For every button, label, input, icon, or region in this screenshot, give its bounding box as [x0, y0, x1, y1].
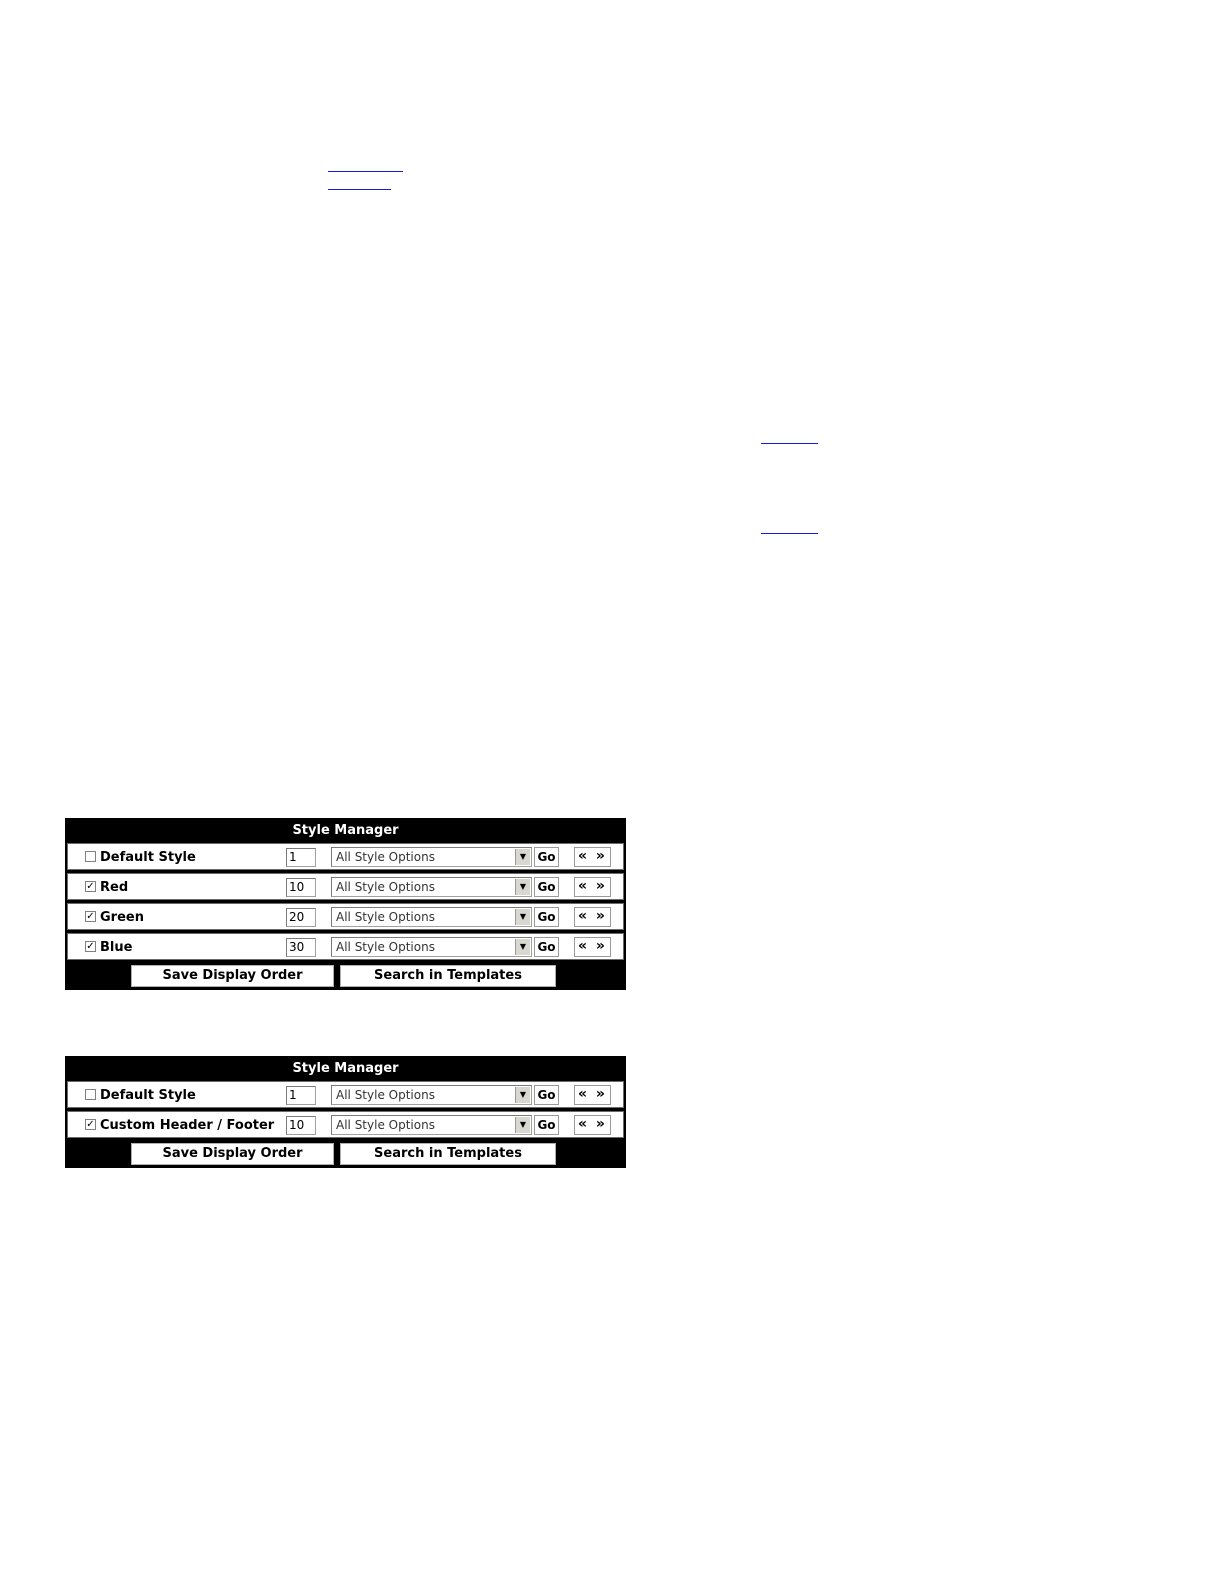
chevron-down-icon[interactable]: ▼ [515, 879, 530, 895]
display-order-input[interactable]: 10 [286, 878, 316, 897]
chevron-down-icon[interactable]: ▼ [515, 939, 530, 955]
move-button[interactable]: « » [574, 907, 611, 927]
style-name: Red [100, 880, 129, 895]
display-order-input[interactable]: 10 [286, 1116, 316, 1135]
style-options-select[interactable] [331, 907, 532, 927]
style-options-select[interactable] [331, 1115, 532, 1135]
style-row-custom-header-footer [67, 1111, 624, 1138]
save-display-order-button[interactable]: Save Display Order [131, 1143, 334, 1165]
move-button[interactable]: « » [574, 1115, 611, 1135]
chevron-down-icon[interactable]: ▼ [515, 909, 530, 925]
go-button[interactable]: Go [534, 1085, 559, 1105]
go-button[interactable]: Go [534, 1115, 559, 1135]
style-name: Custom Header / Footer [100, 1118, 275, 1133]
go-button[interactable]: Go [534, 877, 559, 897]
search-in-templates-button[interactable]: Search in Templates [340, 965, 556, 987]
go-button[interactable]: Go [534, 847, 559, 867]
panel-title: Style Manager [292, 823, 399, 838]
style-checkbox[interactable]: ✓ [86, 911, 95, 922]
display-order-input[interactable]: 30 [286, 938, 316, 957]
style-checkbox[interactable]: ✓ [86, 941, 95, 952]
panel-footer [65, 963, 626, 990]
style-checkbox[interactable] [85, 1089, 96, 1100]
style-options-select[interactable] [331, 877, 532, 897]
display-order-input[interactable]: 1 [286, 848, 316, 867]
style-name: Default Style [100, 850, 196, 865]
style-row-green [67, 903, 624, 930]
save-display-order-button[interactable]: Save Display Order [131, 965, 334, 987]
style-checkbox[interactable] [85, 851, 96, 862]
display-order-input[interactable]: 20 [286, 908, 316, 927]
chevron-down-icon[interactable]: ▼ [515, 1117, 530, 1133]
selected-option: All Style Options [336, 1088, 435, 1102]
move-button[interactable]: « » [574, 1085, 611, 1105]
move-button[interactable]: « » [574, 877, 611, 897]
panel-title: Style Manager [292, 1061, 399, 1076]
style-name: Green [100, 910, 144, 925]
selected-option: All Style Options [336, 850, 435, 864]
style-row-default-style [67, 843, 624, 870]
style-name: Blue [100, 940, 133, 955]
move-button[interactable]: « » [574, 937, 611, 957]
style-row-red [67, 873, 624, 900]
selected-option: All Style Options [336, 940, 435, 954]
move-button[interactable]: « » [574, 847, 611, 867]
selected-option: All Style Options [336, 1118, 435, 1132]
style-checkbox[interactable]: ✓ [86, 1119, 95, 1130]
style-options-select[interactable] [331, 937, 532, 957]
style-row-default-style [67, 1081, 624, 1108]
go-button[interactable]: Go [534, 907, 559, 927]
selected-option: All Style Options [336, 910, 435, 924]
style-row-blue [67, 933, 624, 960]
chevron-down-icon[interactable]: ▼ [515, 849, 530, 865]
chevron-down-icon[interactable]: ▼ [515, 1087, 530, 1103]
panel-footer [65, 1141, 626, 1168]
style-manager-panel-1 [65, 818, 626, 990]
go-button[interactable]: Go [534, 937, 559, 957]
link-underline-4[interactable] [761, 533, 818, 534]
link-underline-2[interactable] [328, 189, 391, 190]
style-name: Default Style [100, 1088, 196, 1103]
style-checkbox[interactable]: ✓ [86, 881, 95, 892]
selected-option: All Style Options [336, 880, 435, 894]
link-underline-3[interactable] [761, 443, 818, 444]
link-underline-1[interactable] [328, 171, 403, 172]
style-options-select[interactable] [331, 1085, 532, 1105]
style-options-select[interactable] [331, 847, 532, 867]
style-manager-panel-2 [65, 1056, 626, 1168]
search-in-templates-button[interactable]: Search in Templates [340, 1143, 556, 1165]
display-order-input[interactable]: 1 [286, 1086, 316, 1105]
